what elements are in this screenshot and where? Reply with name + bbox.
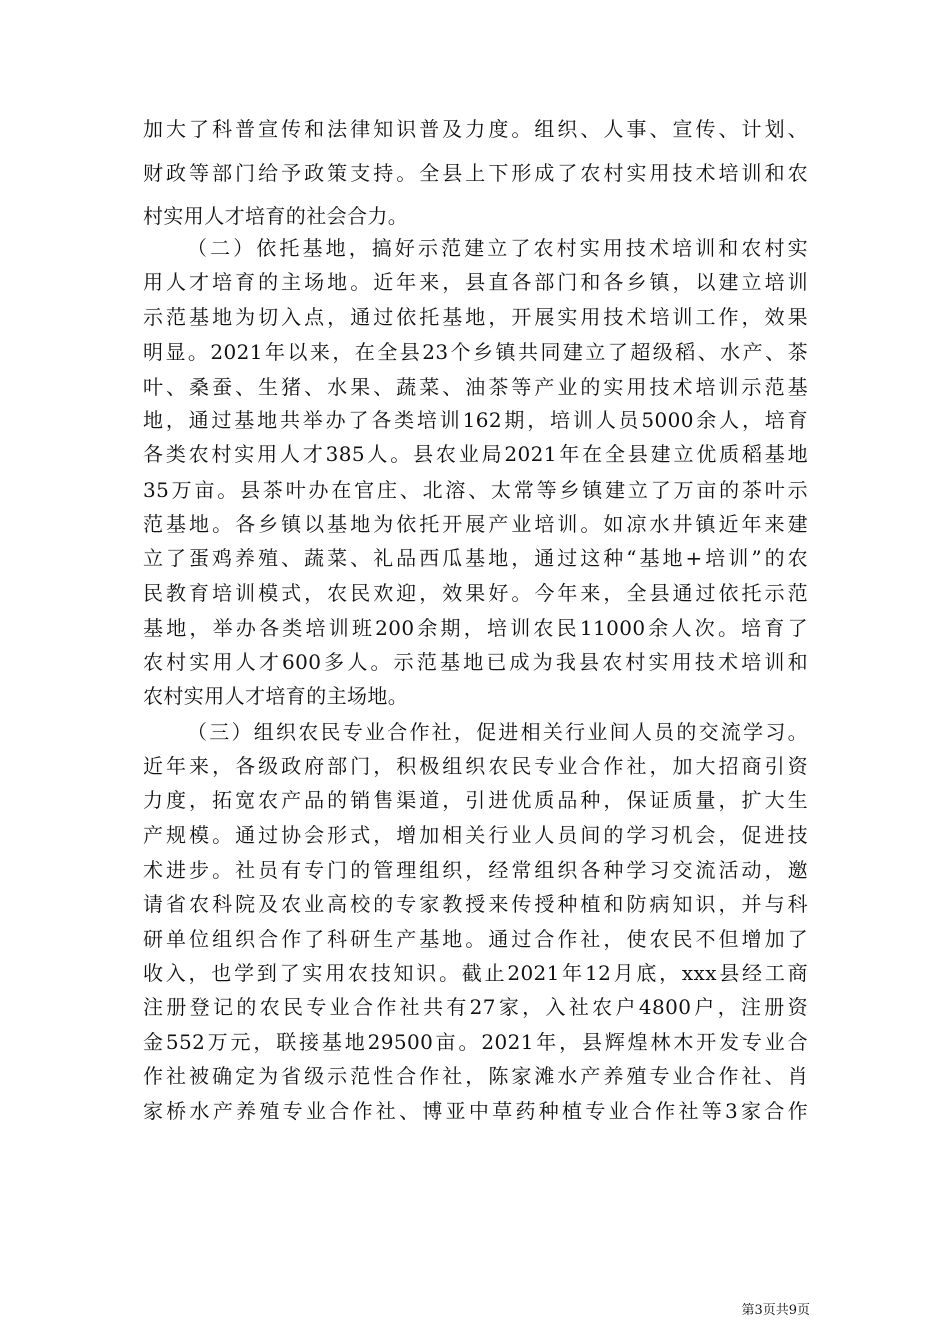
paragraph-line: 明显。2021年以来，在全县23个乡镇共同建立了超级稻、水产、茶 — [143, 340, 808, 364]
paragraph-line: 范基地。各乡镇以基地为依托开展产业培训。如凉水井镇近年来建 — [143, 512, 808, 536]
paragraph-line: 农村实用人才培育的主场地。 — [143, 684, 409, 708]
paragraph-line: 村实用人才培育的社会合力。 — [143, 204, 409, 228]
paragraph-line: 力度，拓宽农产品的销售渠道，引进优质品种，保证质量，扩大生 — [143, 788, 808, 812]
paragraph-line: 收入，也学到了实用农技知识。截止2021年12月底，xxx县经工商 — [143, 961, 808, 985]
paragraph-line: 加大了科普宣传和法律知识普及力度。组织、人事、宣传、计划、 — [143, 117, 808, 141]
paragraph-line: 产规模。通过协会形式，增加相关行业人员间的学习机会，促进技 — [143, 823, 808, 847]
paragraph-line: （三）组织农民专业合作社，促进相关行业间人员的交流学习。 — [187, 720, 808, 744]
paragraph-line: 农村实用人才600多人。示范基地已成为我县农村实用技术培训和 — [143, 650, 808, 674]
paragraph-line: 35万亩。县茶叶办在官庄、北溶、太常等乡镇建立了万亩的茶叶示 — [143, 478, 808, 502]
paragraph-line: 叶、桑蚕、生猪、水果、蔬菜、油茶等产业的实用技术培训示范基 — [143, 375, 808, 399]
paragraph-line: 家桥水产养殖专业合作社、博亚中草药种植专业合作社等3家合作 — [143, 1099, 808, 1123]
paragraph-line: 民教育培训模式，农民欢迎，效果好。今年来，全县通过依托示范 — [143, 581, 808, 605]
paragraph-line: 请省农科院及农业高校的专家教授来传授种植和防病知识，并与科 — [143, 892, 808, 916]
paragraph-line: 金552万元，联接基地29500亩。2021年，县辉煌林木开发专业合 — [143, 1030, 808, 1054]
paragraph-line: 财政等部门给予政策支持。全县上下形成了农村实用技术培训和农 — [143, 161, 808, 185]
paragraph-line: （二）依托基地，搞好示范建立了农村实用技术培训和农村实 — [187, 236, 808, 260]
paragraph-line: 示范基地为切入点，通过依托基地，开展实用技术培训工作，效果 — [143, 305, 808, 329]
paragraph-line: 基地，举办各类培训班200余期，培训农民11000余人次。培育了 — [143, 616, 808, 640]
paragraph-line: 用人才培育的主场地。近年来，县直各部门和各乡镇，以建立培训 — [143, 270, 808, 294]
paragraph-line: 立了蛋鸡养殖、蔬菜、礼品西瓜基地，通过这种“基地+培训”的农 — [143, 546, 808, 570]
paragraph-line: 研单位组织合作了科研生产基地。通过合作社，使农民不但增加了 — [143, 927, 808, 951]
paragraph-line: 注册登记的农民专业合作社共有27家，入社农户4800户，注册资 — [143, 995, 808, 1019]
paragraph-line: 作社被确定为省级示范性合作社，陈家滩水产养殖专业合作社、肖 — [143, 1064, 808, 1088]
page-footer: 第3页共9页 — [741, 1303, 810, 1318]
paragraph-line: 术进步。社员有专门的管理组织，经常组织各种学习交流活动，邀 — [143, 858, 808, 882]
paragraph-line: 地，通过基地共举办了各类培训162期，培训人员5000余人，培育 — [143, 408, 808, 432]
paragraph-line: 近年来，各级政府部门，积极组织农民专业合作社，加大招商引资 — [143, 754, 808, 778]
paragraph-line: 各类农村实用人才385人。县农业局2021年在全县建立优质稻基地 — [143, 442, 808, 466]
